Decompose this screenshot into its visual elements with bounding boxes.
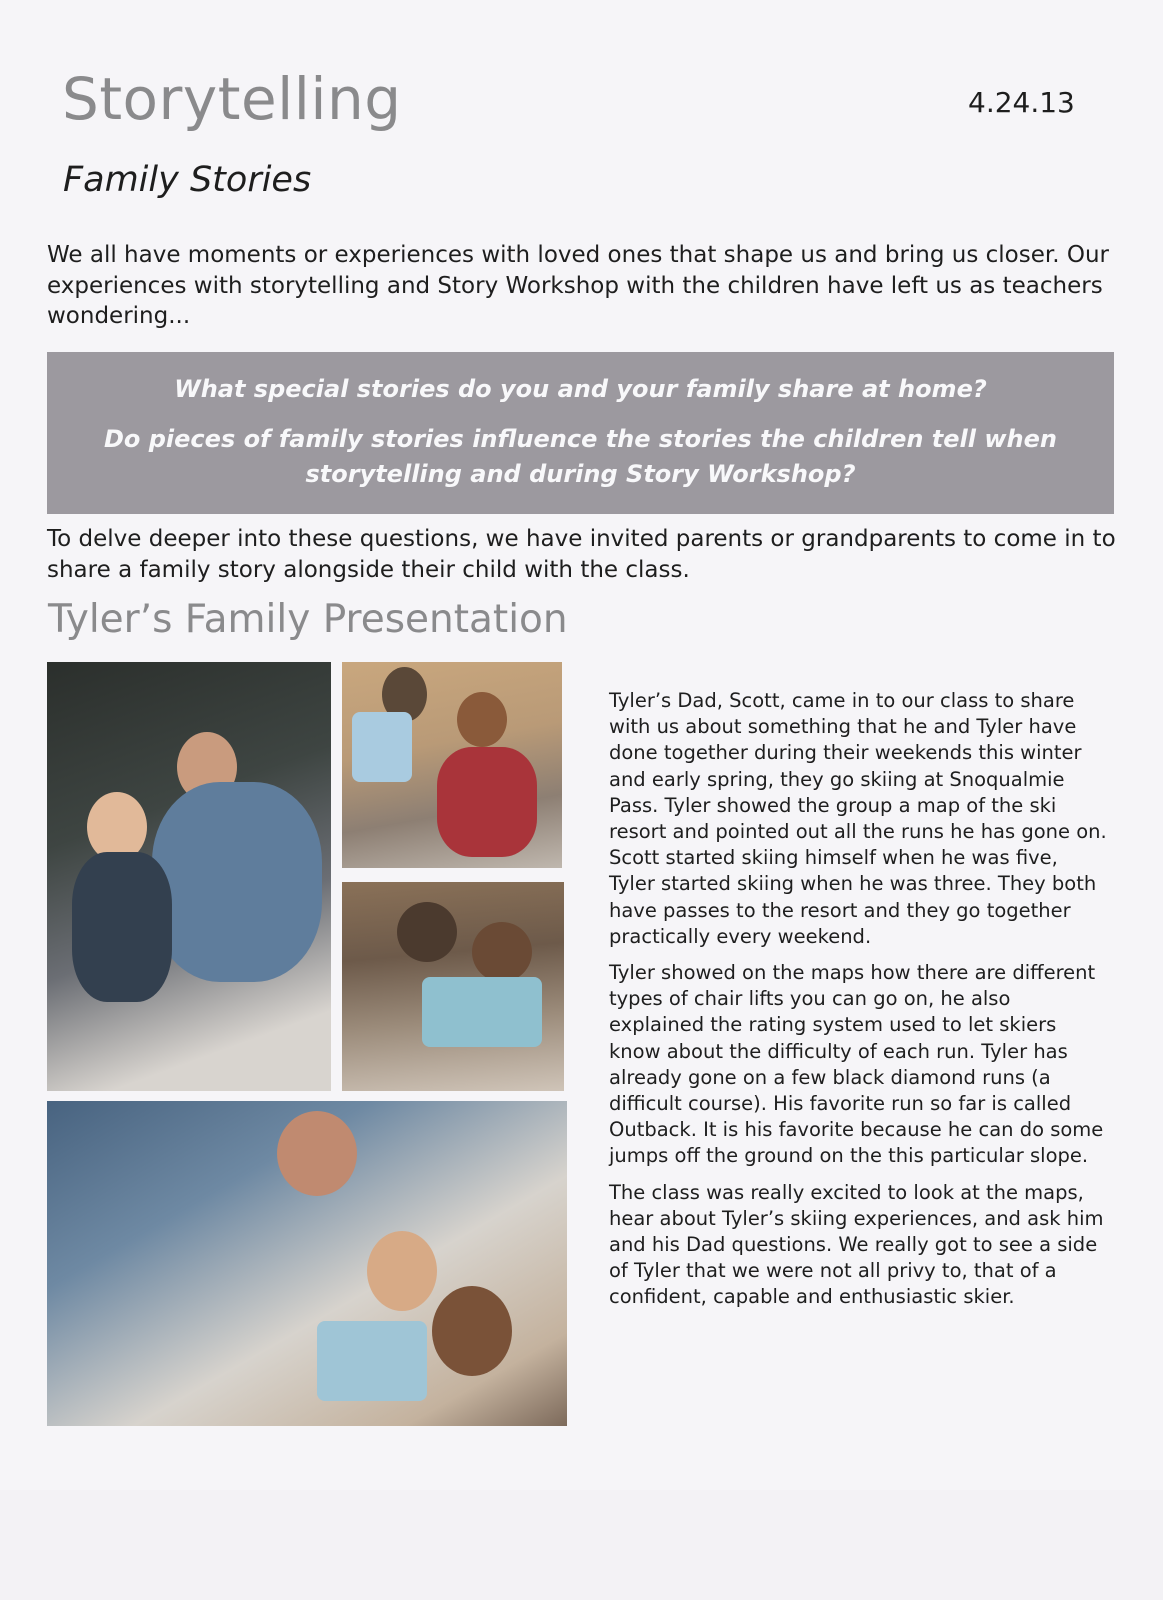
body-paragraph-3: The class was really excited to look at the maps, hear about Tyler’s skiing experiences, and ask him and his Dad questions. We really got to see a side of Tyler that we were not all privy to, that of a confident, capable and enthusiastic skier. [609, 1180, 1104, 1309]
photo-dad-helping-children [47, 1101, 567, 1426]
body-paragraph-1: Tyler’s Dad, Scott, came in to our class to share with us about something that he and Tyler have done together during their weekends this winter and early spring, they go skiing at Snoqualmie Pass. Tyler showed the group a map of the ski resort and pointed out all the runs he has gone on. Scott started skiing himself when he was five, Tyler started skiing when he was three. They both have passes to the resort and they go together practically every weekend. [609, 689, 1107, 948]
banner-question-2: Do pieces of family stories influence the stories the children tell when storytelling and during Story Workshop? [103, 425, 1057, 488]
delve-paragraph: To delve deeper into these questions, we have invited parents or grandparents to come in to share a family story alongside their child with the class. [47, 526, 1116, 583]
section-title: Tyler’s Family Presentation [48, 597, 568, 642]
photo-dad-and-tyler [47, 662, 331, 1091]
presentation-text [609, 688, 1109, 1321]
page-subtitle: Family Stories [63, 160, 312, 200]
page-title: Storytelling [62, 65, 402, 133]
date-label: 4.24.13 [968, 86, 1075, 119]
photo-children-reading-map [342, 662, 562, 868]
intro-paragraph: We all have moments or experiences with loved ones that shape us and bring us closer. Our experiences with storytelling and Story Workshop with the children have left us as teachers wondering... [47, 242, 1109, 329]
body-paragraph-2: Tyler showed on the maps how there are different types of chair lifts you can go on, he also explained the rating system used to let skiers know about the difficulty of each run. Tyler has already gone on a few black diamond runs (a difficult course). His favorite run so far is called Outback. It is his favorite because he can do some jumps off the ground on the this particular slope. [609, 961, 1104, 1168]
photo-children-with-map [342, 882, 564, 1091]
banner-question-1: What special stories do you and your family share at home? [174, 375, 987, 403]
question-banner [47, 352, 1114, 514]
